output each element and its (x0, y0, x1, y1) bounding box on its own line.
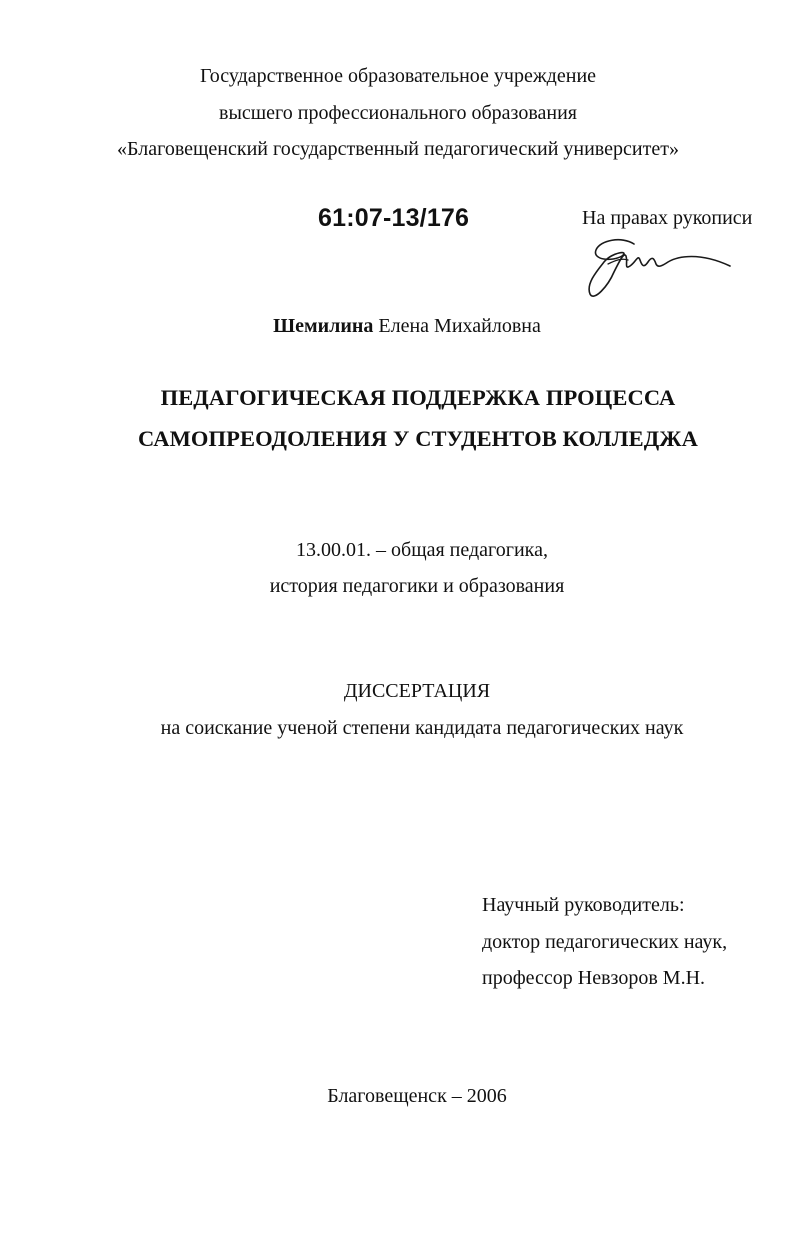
author-name (0, 314, 796, 338)
institution-line-3: «Благовещенский государственный педагогический университет» (117, 138, 679, 160)
specialty-description-line: история педагогики и образования (269, 575, 565, 597)
author-given-names: Елена Михайловна (378, 315, 541, 337)
library-code-stamp: 61:07-13/176 (318, 204, 470, 232)
dissertation-title-line-1: ПЕДАГОГИЧЕСКАЯ ПОДДЕРЖКА ПРОЦЕССА (160, 385, 676, 410)
institution-line-1: Государственное образовательное учреждение (199, 65, 597, 87)
work-type-label: ДИССЕРТАЦИЯ (343, 680, 491, 702)
specialty-code-line: 13.00.01. – общая педагогика, (296, 539, 548, 561)
manuscript-rights-label: На правах рукописи (582, 207, 753, 229)
author-surname: Шемилина (273, 315, 374, 337)
dissertation-title-line-2: САМОПРЕОДОЛЕНИЯ У СТУДЕНТОВ КОЛЛЕДЖА (138, 426, 698, 451)
supervisor-heading: Научный руководитель: (482, 894, 685, 916)
degree-purpose-line: на соискание ученой степени кандидата педагогических наук (160, 717, 684, 739)
handwritten-signature (582, 226, 732, 302)
institution-line-2: высшего профессионального образования (219, 102, 577, 124)
supervisor-name: профессор Невзоров М.Н. (482, 967, 706, 989)
supervisor-degree: доктор педагогических наук, (482, 931, 728, 953)
place-and-year: Благовещенск – 2006 (327, 1085, 507, 1107)
